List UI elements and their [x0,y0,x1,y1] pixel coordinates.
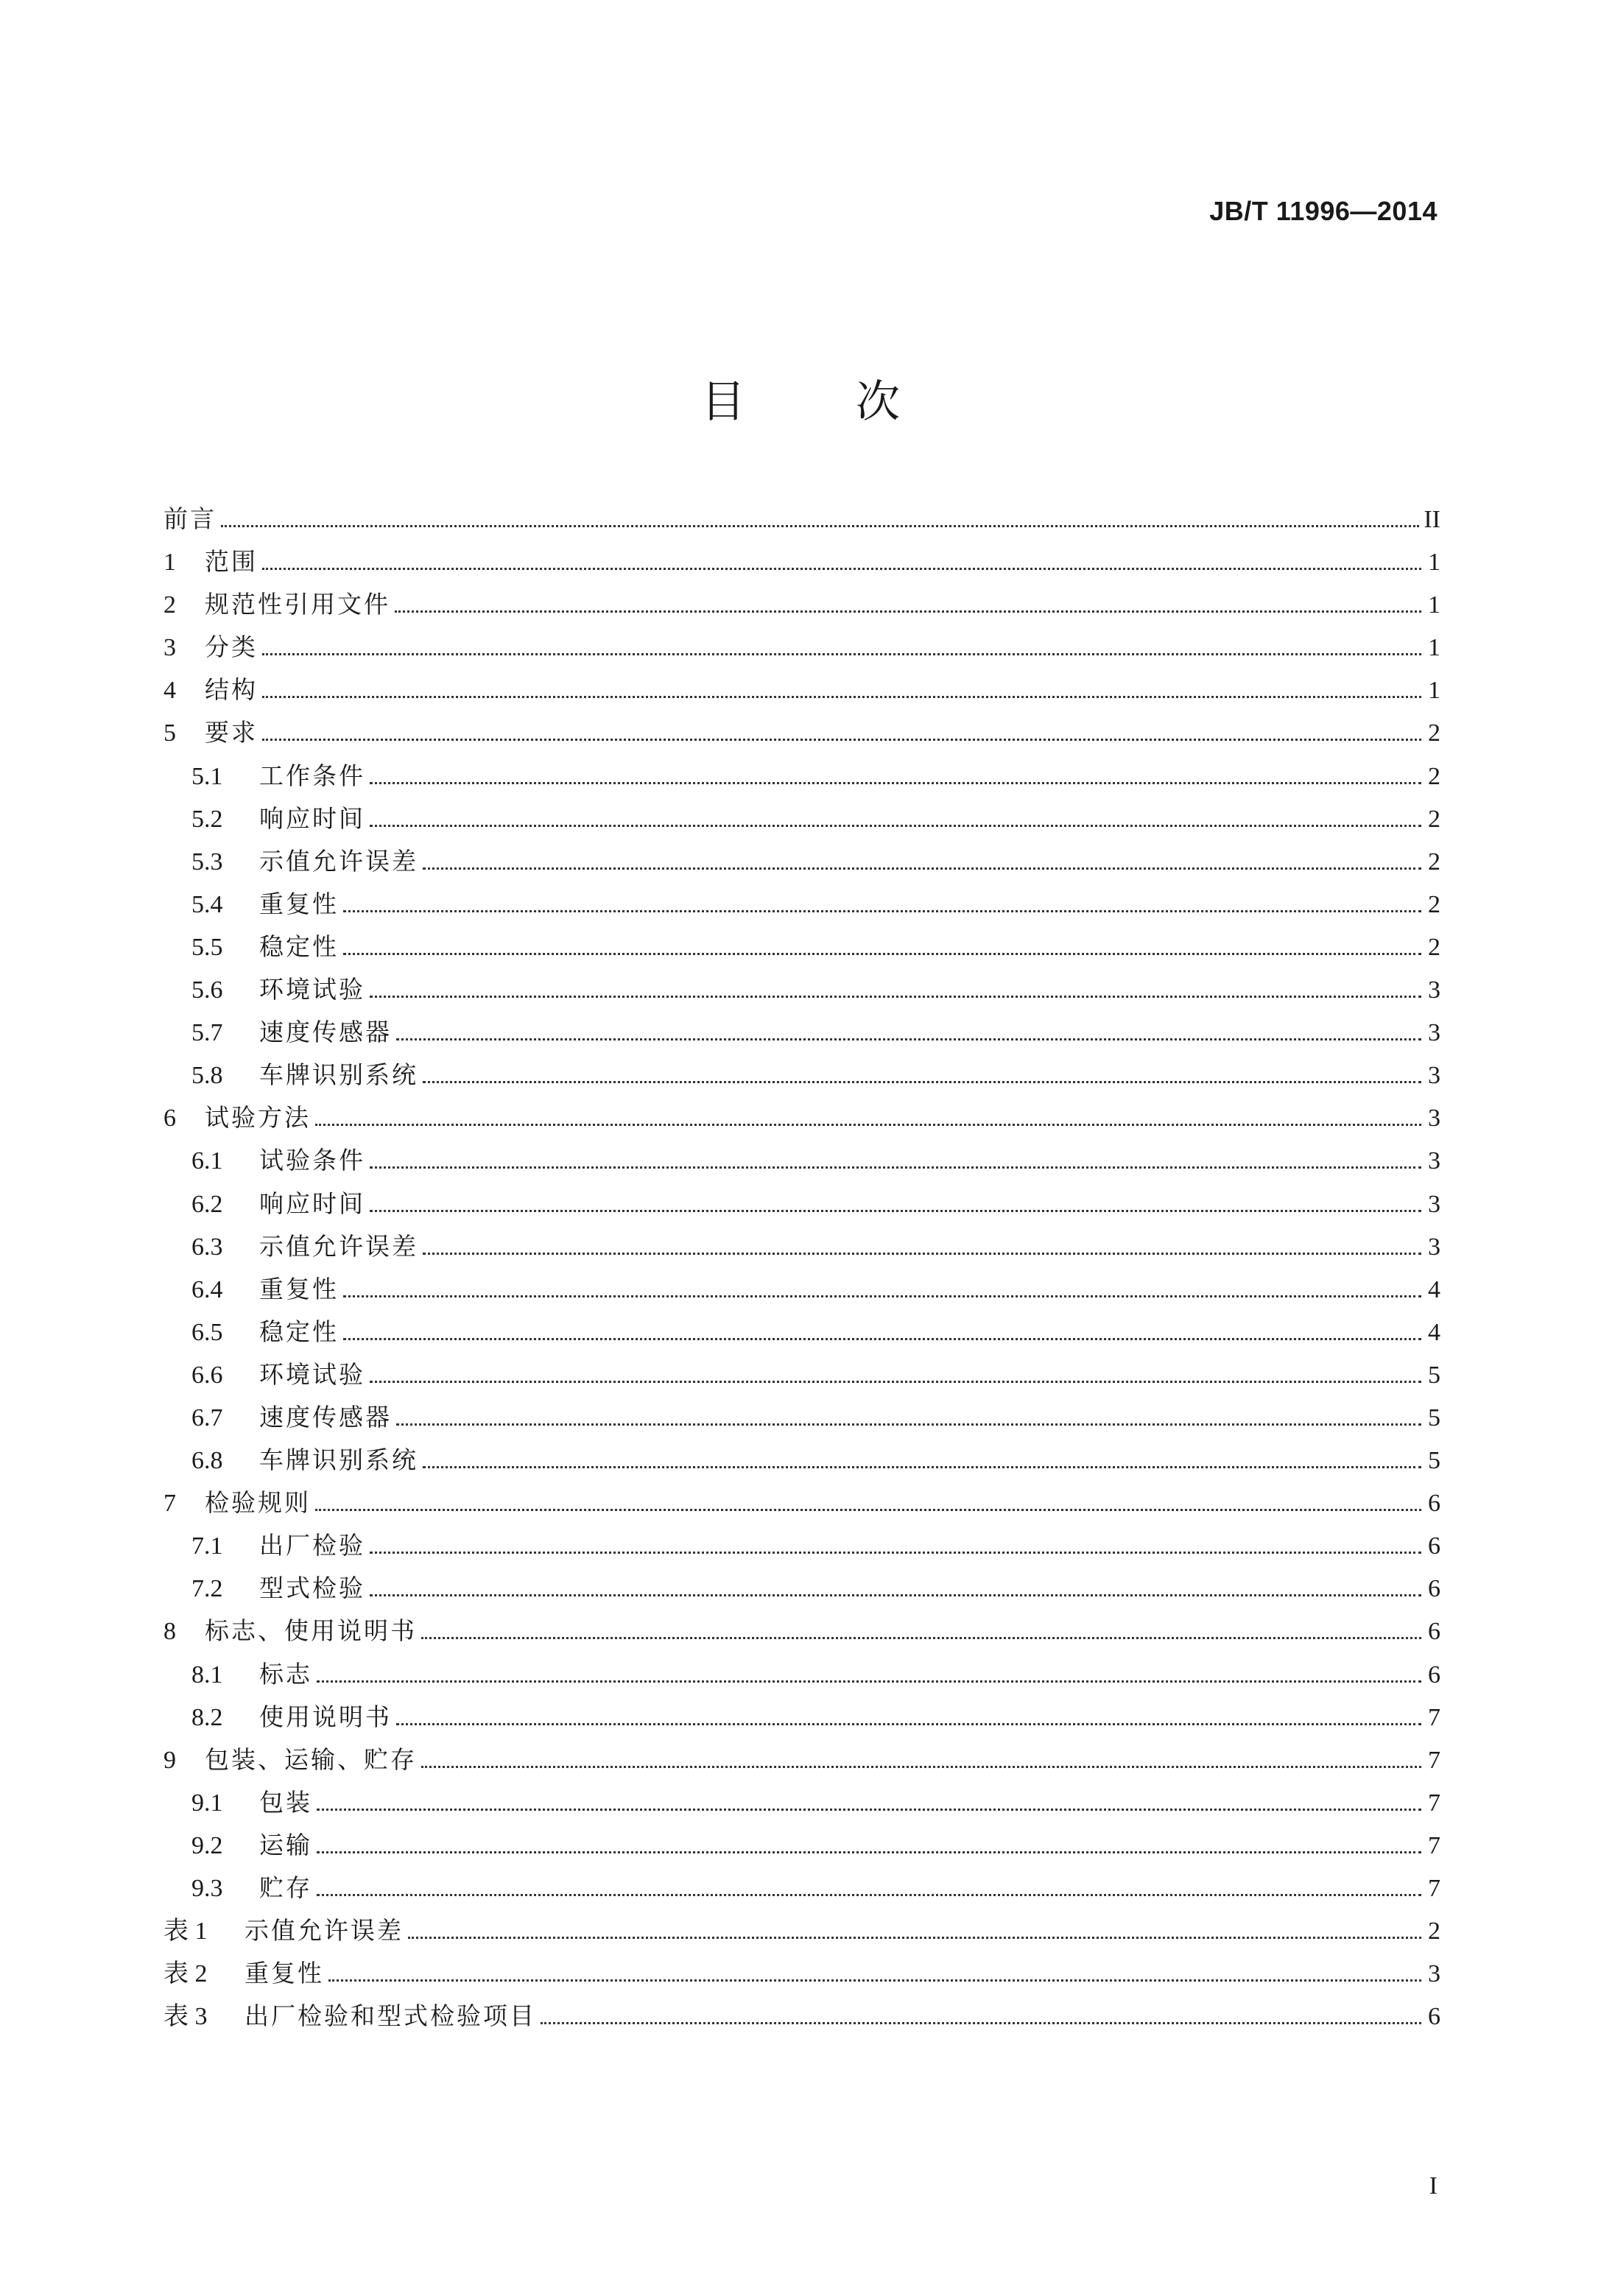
toc-entry[interactable] [163,1482,1440,1524]
toc-entry-number: 5.7 [191,1019,223,1047]
dot-leader [221,524,1419,527]
toc-entry[interactable] [163,1824,1440,1867]
toc-entry-number: 5.8 [191,1062,223,1090]
toc-entry-label: 出厂检验和型式检验项目 [244,2001,536,2031]
toc-entry-number: 2 [163,591,176,619]
toc-entry-page: 2 [1428,890,1440,918]
toc-entry[interactable] [163,669,1440,711]
dot-leader [370,1594,1421,1596]
toc-entry[interactable] [163,1867,1440,1909]
toc-entry-number: 6.5 [191,1318,223,1346]
toc-entry-label: 标志 [259,1659,312,1688]
toc-entry-page: 6 [1428,2003,1440,2031]
dot-leader [262,738,1421,741]
toc-entry-label: 出厂检验 [259,1531,365,1560]
toc-entry-number: 表 3 [163,2003,208,2031]
toc-entry[interactable] [163,626,1440,669]
toc-entry[interactable] [163,755,1440,797]
toc-entry-label: 工作条件 [259,761,365,790]
toc-entry-page: 3 [1428,1190,1440,1218]
toc-entry-number: 6.6 [191,1361,223,1389]
toc-title [0,367,1601,430]
toc-entry-label: 响应时间 [259,1189,365,1218]
toc-entry-label: 包装、运输、贮存 [205,1744,417,1774]
dot-leader [328,1979,1421,1982]
dot-leader [343,1295,1421,1297]
toc-entry-page: 3 [1428,1062,1440,1090]
toc-entry-number: 6 [163,1105,176,1133]
dot-leader [262,695,1421,698]
toc-entry-label: 贮存 [259,1873,312,1902]
toc-entry-label: 速度传感器 [259,1402,392,1432]
toc-entry-number: 5.4 [191,890,223,918]
toc-entry[interactable] [163,540,1440,583]
dot-leader [315,1508,1421,1511]
toc-entry[interactable] [163,1353,1440,1396]
toc-entry-label: 稳定性 [259,1317,339,1346]
dot-leader [343,1337,1421,1340]
toc-entry-page: 7 [1428,1789,1440,1817]
toc-entry-page: II [1424,506,1440,533]
dot-leader [370,1551,1421,1554]
toc-entry-page: 2 [1428,848,1440,876]
dot-leader [423,1465,1421,1468]
toc-entry[interactable] [163,1696,1440,1739]
toc-entry-label: 示值允许误差 [259,1231,418,1261]
toc-entry[interactable] [163,840,1440,883]
toc-entry[interactable] [163,1653,1440,1696]
toc-entry-label: 分类 [205,633,258,662]
toc-entry[interactable] [163,1610,1440,1652]
toc-entry-label: 试验条件 [259,1146,365,1175]
toc-entry-number: 8.1 [191,1661,223,1688]
dot-leader [315,1123,1421,1126]
page-number: I [1429,2172,1438,2200]
toc-entry[interactable] [163,1739,1440,1781]
toc-entry[interactable] [163,1011,1440,1054]
toc-entry-number: 9.1 [191,1789,223,1817]
toc-entry[interactable] [163,1995,1440,2038]
dot-leader [370,824,1421,827]
toc-entry-label: 型式检验 [259,1574,365,1603]
toc-entry-number: 表 1 [163,1918,208,1945]
toc-entry-label: 运输 [259,1830,312,1859]
toc-entry-label: 包装 [259,1787,312,1817]
toc-entry-label: 前言 [163,504,217,533]
dot-leader [343,909,1421,912]
toc-entry-number: 7.2 [191,1575,223,1603]
toc-entry-number: 3 [163,634,176,662]
toc-entry-number: 7.1 [191,1532,223,1560]
dot-leader [396,1423,1421,1426]
toc-entry[interactable] [163,797,1440,840]
dot-leader [370,781,1421,784]
toc-entry-page: 2 [1428,762,1440,790]
toc-entry-page: 7 [1428,1831,1440,1859]
toc-entry-page: 4 [1428,1275,1440,1303]
toc-entry-page: 2 [1428,933,1440,961]
toc-entry-label: 响应时间 [259,803,365,833]
dot-leader [370,995,1421,998]
toc-entry-page: 3 [1428,1105,1440,1133]
toc-entry-page: 3 [1428,1960,1440,1988]
toc-entry[interactable] [163,1054,1440,1096]
toc-entry-label: 车牌识别系统 [259,1060,418,1090]
dot-leader [541,2021,1421,2024]
toc-entry-page: 4 [1428,1318,1440,1346]
toc-entry-label: 重复性 [244,1959,324,1988]
toc-entry-page: 3 [1428,1019,1440,1047]
toc-entry-page: 2 [1428,719,1440,747]
toc-entry-number: 7 [163,1490,176,1518]
toc-entry-number: 6.4 [191,1275,223,1303]
toc-entry-number: 表 2 [163,1960,208,1988]
toc-entry[interactable] [163,1139,1440,1182]
dot-leader [343,952,1421,955]
toc-entry-number: 9.2 [191,1831,223,1859]
toc-entry[interactable] [163,1311,1440,1353]
dot-leader [370,1166,1421,1169]
toc-entry-number: 5.2 [191,805,223,833]
toc-entry[interactable] [163,583,1440,626]
toc-entry-number: 5 [163,719,176,747]
dot-leader [370,1209,1421,1212]
toc-entry-page: 6 [1428,1532,1440,1560]
toc-entry-number: 5.5 [191,933,223,961]
toc-entry-number: 5.1 [191,762,223,790]
toc-entry[interactable] [163,498,1440,540]
toc-entry-page: 1 [1428,591,1440,619]
toc-entry-label: 环境试验 [259,975,365,1004]
toc-entry-label: 使用说明书 [259,1702,392,1731]
toc-entry-number: 6.2 [191,1190,223,1218]
toc-entry-page: 3 [1428,1147,1440,1175]
toc-entry-page: 1 [1428,634,1440,662]
toc-entry[interactable] [163,968,1440,1011]
toc-entry-page: 2 [1428,805,1440,833]
toc-entry-number: 8 [163,1618,176,1646]
toc-entry[interactable] [163,1225,1440,1268]
toc-entry-label: 标志、使用说明书 [205,1616,417,1646]
toc-entry[interactable] [163,1567,1440,1610]
toc-entry-page: 7 [1428,1703,1440,1731]
toc-entry[interactable] [163,1096,1440,1139]
toc-entry-page: 5 [1428,1447,1440,1475]
dot-leader [262,652,1421,655]
dot-leader [396,1038,1421,1040]
toc-entry-number: 4 [163,677,176,705]
toc-entry[interactable] [163,1396,1440,1439]
dot-leader [370,1380,1421,1383]
toc-entry[interactable] [163,1439,1440,1482]
toc-entry-label: 重复性 [259,889,339,918]
toc-entry-page: 6 [1428,1661,1440,1688]
toc-entry[interactable] [163,926,1440,968]
toc-title-part1: 目 [701,376,745,428]
dot-leader [423,1252,1421,1255]
toc-entry-number: 6.1 [191,1147,223,1175]
toc-entry-page: 2 [1428,1918,1440,1945]
toc-entry[interactable] [163,1524,1440,1567]
toc-entry-page: 6 [1428,1490,1440,1518]
table-of-contents [163,498,1440,2038]
toc-entry[interactable] [163,1781,1440,1824]
toc-entry-page: 3 [1428,976,1440,1004]
toc-entry-number: 8.2 [191,1703,223,1731]
dot-leader [317,1850,1421,1853]
toc-entry[interactable] [163,1183,1440,1225]
toc-entry-number: 5.6 [191,976,223,1004]
toc-entry[interactable] [163,1268,1440,1311]
toc-entry[interactable] [163,1952,1440,1995]
toc-entry-number: 9 [163,1746,176,1774]
toc-title-part2: 次 [856,376,900,428]
dot-leader [423,867,1421,870]
toc-entry-page: 7 [1428,1875,1440,1902]
toc-entry-number: 1 [163,549,176,577]
dot-leader [423,1080,1421,1083]
toc-entry-label: 车牌识别系统 [259,1445,418,1475]
toc-entry-page: 5 [1428,1361,1440,1389]
dot-leader [317,1808,1421,1811]
toc-entry-label: 速度传感器 [259,1018,392,1047]
toc-entry-label: 稳定性 [259,932,339,961]
toc-entry-number: 6.3 [191,1233,223,1261]
toc-entry-label: 检验规则 [205,1488,311,1518]
dot-leader [395,610,1421,613]
toc-entry[interactable] [163,1909,1440,1952]
toc-entry-label: 示值允许误差 [244,1916,404,1945]
dot-leader [317,1680,1421,1683]
dot-leader [421,1636,1421,1639]
toc-entry[interactable] [163,711,1440,754]
dot-leader [421,1765,1421,1768]
toc-entry-number: 5.3 [191,848,223,876]
toc-entry[interactable] [163,883,1440,926]
toc-entry-page: 5 [1428,1404,1440,1432]
toc-entry-label: 结构 [205,675,258,705]
toc-entry-label: 示值允许误差 [259,846,418,876]
standard-number: JB/T 11996—2014 [1209,196,1438,226]
toc-entry-page: 7 [1428,1746,1440,1774]
toc-entry-page: 6 [1428,1618,1440,1646]
toc-entry-number: 9.3 [191,1875,223,1902]
toc-entry-label: 要求 [205,718,258,747]
toc-entry-page: 1 [1428,677,1440,705]
toc-entry-label: 范围 [205,547,258,577]
toc-entry-page: 6 [1428,1575,1440,1603]
dot-leader [408,1936,1421,1939]
toc-entry-label: 试验方法 [205,1103,311,1133]
toc-entry-label: 环境试验 [259,1359,365,1389]
toc-entry-number: 6.7 [191,1404,223,1432]
dot-leader [396,1722,1421,1725]
toc-entry-label: 规范性引用文件 [205,590,390,619]
toc-entry-label: 重复性 [259,1274,339,1303]
dot-leader [317,1893,1421,1896]
toc-entry-page: 1 [1428,549,1440,577]
toc-entry-number: 6.8 [191,1447,223,1475]
dot-leader [262,567,1421,570]
toc-entry-page: 3 [1428,1233,1440,1261]
